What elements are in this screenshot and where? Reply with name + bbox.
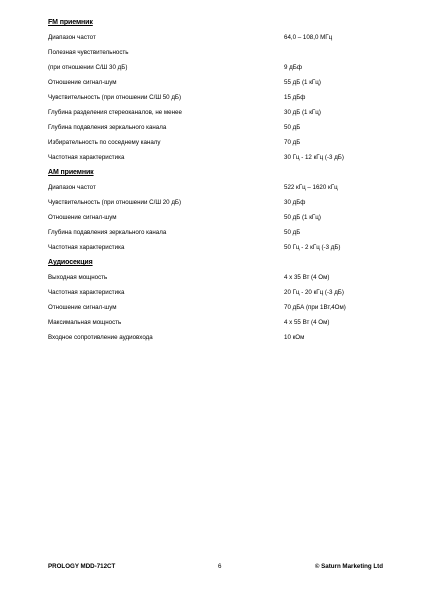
spec-label: Чувствительность (при отношении С/Ш 50 дБ): [48, 94, 182, 101]
spec-value: 70 дБА (при 1Вт,4Ом): [284, 304, 346, 311]
spec-label: Полезная чувствительность: [48, 49, 129, 56]
section-title-audio: Аудиосекция: [48, 259, 93, 266]
spec-row: [48, 64, 388, 79]
spec-value: 50 дБ (1 кГц): [284, 214, 321, 221]
spec-label: Чувствительность (при отношении С/Ш 20 дБ): [48, 199, 182, 206]
spec-row: [48, 244, 388, 259]
section-title-fm: FM приемник: [48, 19, 93, 26]
spec-label: Частотная характеристика: [48, 289, 125, 296]
spec-value: 70 дБ: [284, 139, 301, 146]
footer-copyright: © Saturn Marketing Ltd: [314, 563, 383, 570]
spec-label: Отношение сигнал-шум: [48, 214, 117, 221]
spec-value: 30 дБ (1 кГц): [284, 109, 321, 116]
spec-row: [48, 319, 388, 334]
fm-section: [48, 19, 388, 169]
spec-label: Глубина подавления зеркального канала: [48, 124, 167, 131]
spec-row: [48, 304, 388, 319]
spec-label: Диапазон частот: [48, 184, 96, 191]
spec-value: 50 дБ: [284, 124, 301, 131]
spec-row: [48, 214, 388, 229]
spec-row: [48, 334, 388, 349]
page-number: 6: [218, 563, 222, 570]
am-section: [48, 169, 388, 259]
spec-row: [48, 154, 388, 169]
spec-content: [48, 19, 388, 349]
spec-row: [48, 274, 388, 289]
spec-value: 15 дБф: [284, 94, 306, 101]
spec-row: [48, 139, 388, 154]
spec-value: 30 Гц - 12 кГц (-3 дБ): [284, 154, 344, 161]
spec-label: (при отношении С/Ш 30 дБ): [48, 64, 128, 71]
spec-value: 50 дБ: [284, 229, 301, 236]
section-title-am: АМ приемник: [48, 169, 94, 176]
spec-label: Частотная характеристика: [48, 154, 125, 161]
spec-value: 10 кОм: [284, 334, 305, 341]
page-footer: [48, 563, 383, 573]
spec-label: Глубина подавления зеркального канала: [48, 229, 167, 236]
spec-value: 30 дБф: [284, 199, 306, 206]
spec-label: Диапазон частот: [48, 34, 96, 41]
spec-row: [48, 79, 388, 94]
spec-row: [48, 49, 388, 64]
spec-value: 522 кГц – 1620 кГц: [284, 184, 338, 191]
spec-label: Входное сопротивление аудиовхода: [48, 334, 153, 341]
spec-label: Частотная характеристика: [48, 244, 125, 251]
spec-value: 64,0 – 108,0 МГц: [284, 34, 333, 41]
spec-label: Избирательность по соседнему каналу: [48, 139, 161, 146]
spec-row: [48, 94, 388, 109]
spec-value: 55 дБ (1 кГц): [284, 79, 321, 86]
spec-row: [48, 184, 388, 199]
spec-row: [48, 34, 388, 49]
spec-value: 50 Гц - 2 кГц (-3 дБ): [284, 244, 341, 251]
spec-value: 4 х 55 Вт (4 Ом): [284, 319, 330, 326]
spec-row: [48, 199, 388, 214]
spec-row: [48, 289, 388, 304]
spec-label: Выходная мощность: [48, 274, 108, 281]
spec-label: Максимальная мощность: [48, 319, 122, 326]
spec-row: [48, 109, 388, 124]
spec-row: [48, 229, 388, 244]
audio-section: [48, 259, 388, 349]
spec-value: 4 х 35 Вт (4 Ом): [284, 274, 330, 281]
spec-label: Глубина разделения стереоканалов, не менее: [48, 109, 182, 116]
spec-label: Отношение сигнал-шум: [48, 304, 117, 311]
spec-row: [48, 124, 388, 139]
footer-model: PROLOGY MDD-712CT: [48, 563, 116, 570]
spec-label: Отношение сигнал-шум: [48, 79, 117, 86]
spec-value: 20 Гц - 20 кГц (-3 дБ): [284, 289, 344, 296]
spec-value: 9 дБф: [284, 64, 302, 71]
